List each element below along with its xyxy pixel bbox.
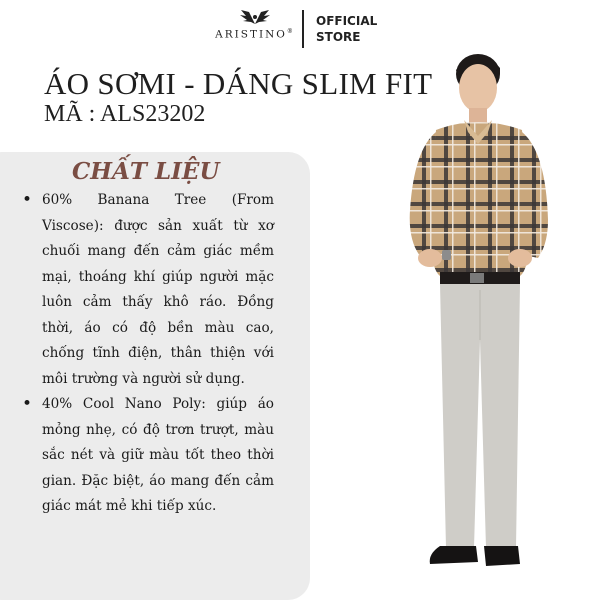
header-divider bbox=[302, 10, 304, 48]
material-item-text: 60% Banana Tree (From Viscose): được sản xuất từ xơ chuối mang đến cảm giác mềm mại, thoáng khí giúp người mặc luôn cảm thấy khô ráo. Đồng thời, áo có độ bền màu cao, chống tĩnh điện, thân thiện với môi trường và người sử dụng. bbox=[42, 192, 274, 387]
model-photo bbox=[370, 40, 580, 600]
material-item-text: 40% Cool Nano Poly: giúp áo mỏng nhẹ, có độ trơn trượt, màu sắc nét và giữ màu tốt theo thời gian. Đặc biệt, áo mang đến cảm giác mát mẻ khi tiếp xúc. bbox=[42, 396, 274, 514]
brand-logo-block bbox=[210, 8, 300, 41]
store-line-1: OFFICIAL bbox=[316, 14, 378, 28]
list-item bbox=[20, 392, 274, 520]
list-item bbox=[20, 188, 274, 392]
material-list bbox=[20, 188, 274, 520]
bullet-dot-icon: • bbox=[22, 190, 33, 210]
material-heading: CHẤT LIỆU bbox=[72, 158, 220, 185]
product-code: MÃ : ALS23202 bbox=[44, 101, 206, 127]
official-store-label bbox=[316, 13, 377, 45]
eagle-logo-icon bbox=[238, 8, 272, 26]
bullet-dot-icon: • bbox=[22, 394, 33, 414]
product-title: ÁO SƠMI - DÁNG SLIM FIT bbox=[44, 66, 433, 101]
brand-name: ARISTINO® bbox=[215, 28, 295, 41]
store-line-2: STORE bbox=[316, 30, 361, 44]
